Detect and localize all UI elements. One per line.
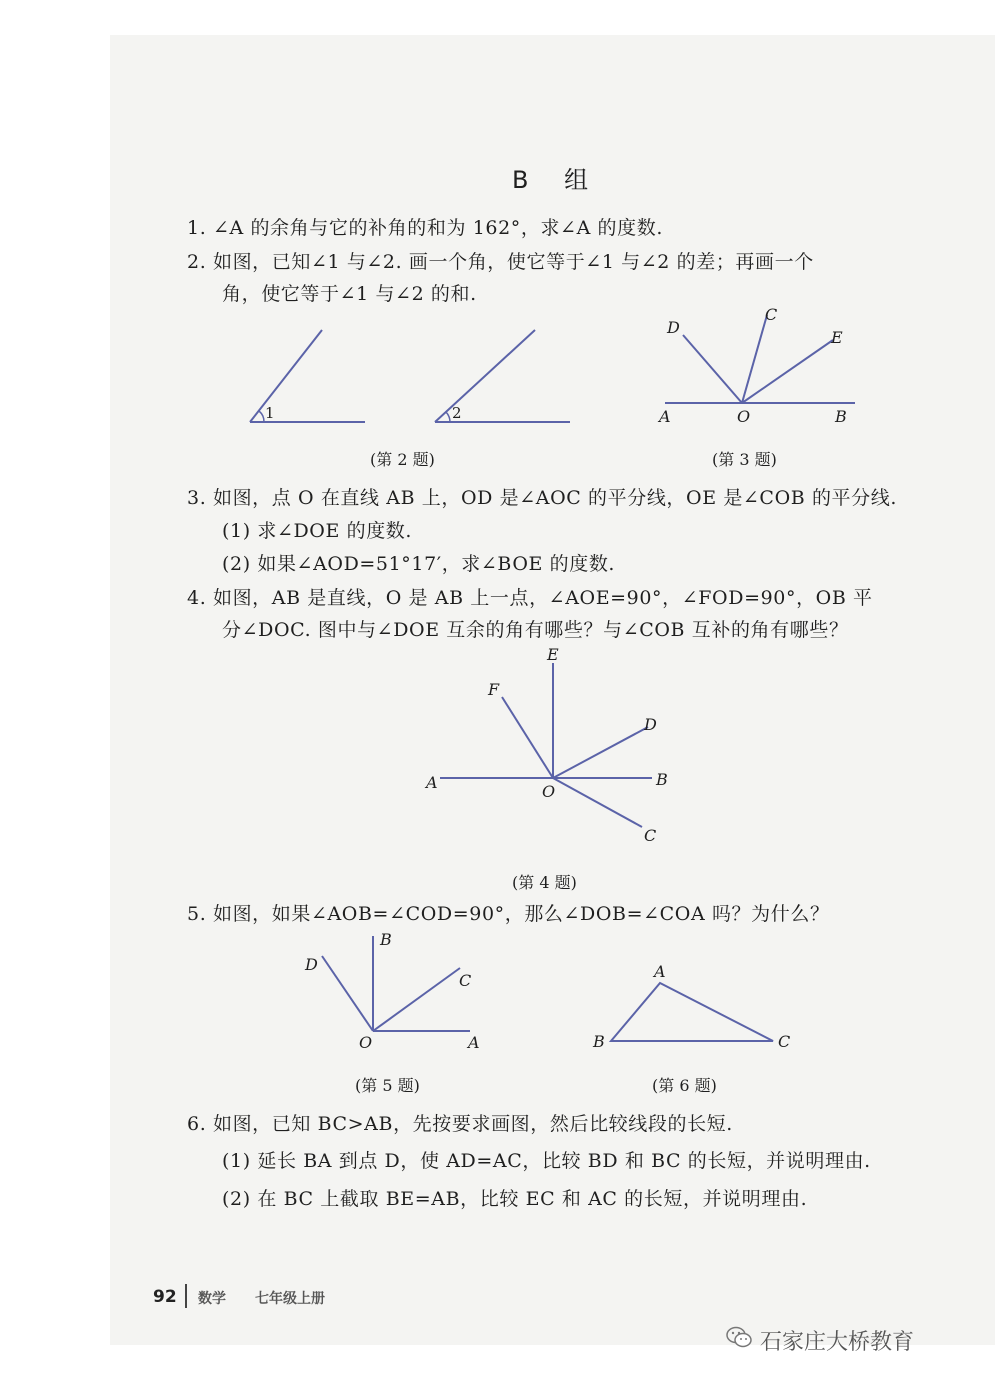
caption-fig-3: (第 3 题) [712, 450, 777, 469]
fig4-label-D: D [644, 715, 657, 734]
caption-fig-6: (第 6 题) [652, 1076, 717, 1095]
fig5-label-O: O [359, 1033, 373, 1052]
problem-4-line-2: 分∠DOC. 图中与∠DOE 互余的角有哪些？与∠COB 互补的角有哪些？ [222, 619, 849, 641]
fig3-ray-OE [742, 340, 833, 403]
problem-6-sub-2: (2) 在 BC 上截取 BE=AB，比较 EC 和 AC 的长短，并说明理由. [222, 1188, 808, 1210]
footer-grade: 七年级上册 [255, 1291, 325, 1307]
fig2-angle1-label: 1 [265, 404, 275, 422]
fig4-label-B: B [656, 770, 668, 789]
figure-2-angles [240, 320, 580, 435]
problem-6-line-1: 6. 如图，已知 BC>AB，先按要求画图，然后比较线段的长短. [187, 1113, 733, 1135]
figure-5-right-angles [295, 928, 495, 1058]
fig5-ray-OC [373, 968, 460, 1031]
wechat-icon [725, 1326, 753, 1348]
footer-divider [185, 1284, 187, 1308]
problem-3-sub-1: (1) 求∠DOE 的度数. [222, 520, 413, 542]
fig4-label-C: C [644, 826, 657, 845]
fig2-angle2-ray [435, 330, 535, 422]
fig3-label-O: O [737, 407, 751, 426]
problem-3-line-1: 3. 如图，点 O 在直线 AB 上，OD 是∠AOC 的平分线，OE 是∠COB 的平分线. [187, 487, 897, 509]
fig4-ray-OF [502, 697, 553, 778]
problem-2-line-2: 角，使它等于∠1 与∠2 的和. [222, 283, 477, 305]
fig3-label-B: B [835, 407, 847, 426]
fig4-label-E: E [547, 645, 559, 664]
fig2-angle2-arc [446, 412, 450, 422]
fig3-label-A: A [659, 407, 671, 426]
fig6-label-C: C [778, 1032, 791, 1051]
fig3-label-D: D [667, 318, 680, 337]
figure-6-triangle [588, 960, 798, 1060]
fig4-label-A: A [426, 773, 438, 792]
fig2-angle2-label: 2 [452, 404, 462, 422]
fig5-label-A: A [468, 1033, 480, 1052]
caption-fig-2: (第 2 题) [370, 450, 435, 469]
fig5-label-C: C [459, 971, 472, 990]
page-number: 92 [153, 1287, 177, 1307]
fig3-ray-OD [683, 335, 742, 403]
figure-3-bisectors [655, 305, 865, 435]
fig5-ray-OD [322, 956, 373, 1031]
problem-3-sub-2: (2) 如果∠AOD=51°17′，求∠BOE 的度数. [222, 553, 616, 575]
fig4-label-O: O [542, 782, 556, 801]
fig6-label-B: B [593, 1032, 605, 1051]
problem-1: 1. ∠A 的余角与它的补角的和为 162°，求∠A 的度数. [187, 217, 663, 239]
caption-fig-5: (第 5 题) [355, 1076, 420, 1095]
problem-6-sub-1: (1) 延长 BA 到点 D，使 AD=AC，比较 BD 和 BC 的长短，并说明理由. [222, 1150, 871, 1172]
footer-subject: 数学 [198, 1291, 226, 1307]
fig6-triangle-ABC [611, 983, 773, 1041]
watermark-text: 石家庄大桥教育 [760, 1330, 915, 1355]
problem-2-line-1: 2. 如图，已知∠1 与∠2. 画一个角，使它等于∠1 与∠2 的差；再画一个 [187, 251, 814, 273]
fig3-label-C: C [765, 305, 778, 324]
fig5-label-B: B [380, 930, 392, 949]
fig4-ray-OD [553, 727, 648, 778]
section-title: B 组 [512, 166, 603, 194]
problem-4-line-1: 4. 如图，AB 是直线，O 是 AB 上一点，∠AOE=90°，∠FOD=90°，OB 平 [187, 587, 873, 609]
fig3-ray-OC [742, 315, 767, 403]
fig3-label-E: E [831, 328, 843, 347]
figure-4-angles [420, 645, 670, 850]
fig6-label-A: A [654, 962, 666, 981]
fig2-angle1-arc [259, 411, 264, 422]
fig5-label-D: D [305, 955, 318, 974]
fig2-angle1-ray [250, 330, 322, 422]
fig4-label-F: F [488, 680, 500, 699]
problem-5: 5. 如图，如果∠AOB=∠COD=90°，那么∠DOB=∠COA 吗？为什么？ [187, 903, 830, 925]
fig4-ray-OC [553, 778, 642, 827]
caption-fig-4: (第 4 题) [512, 873, 577, 892]
